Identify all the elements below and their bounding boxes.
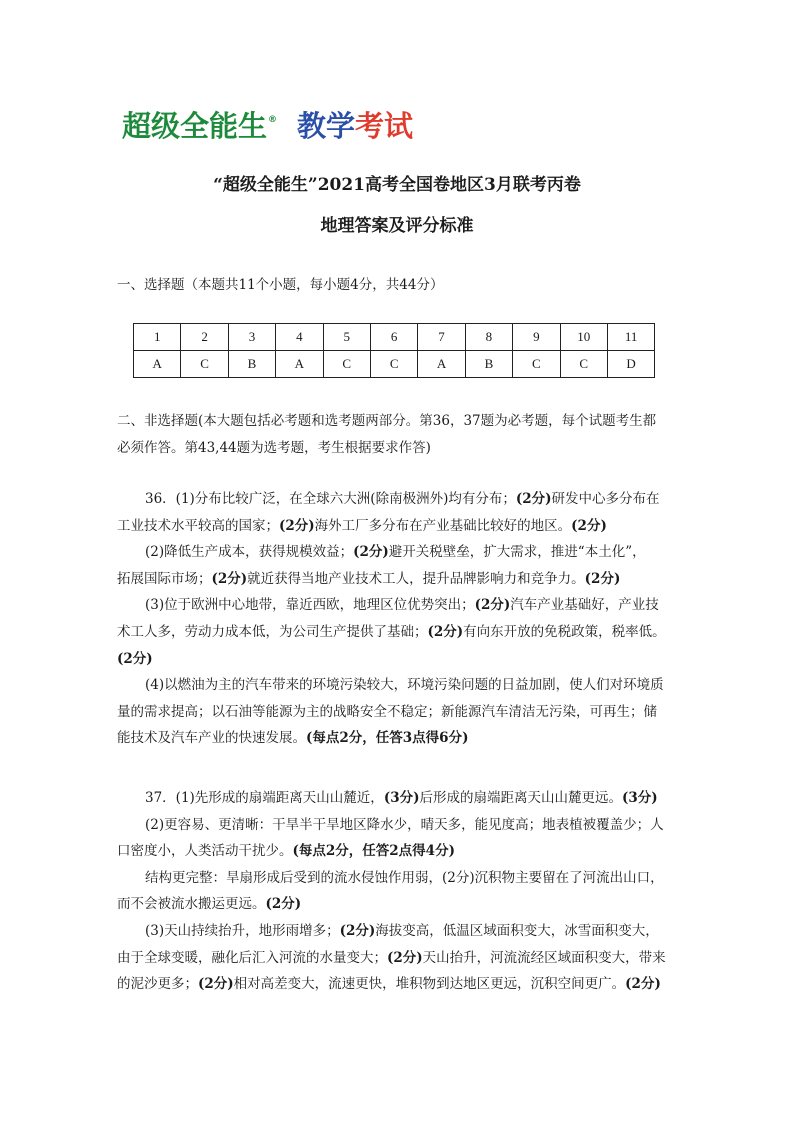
document-subtitle: 地理答案及评分标准 <box>320 216 474 236</box>
q36-line: 术工人多，劳动力成本低，为公司生产提供了基础；(2分)有向东开放的免税政策，税率低。 <box>117 623 666 640</box>
answer-cell: D <box>607 351 654 378</box>
q36-line: 能技术及汽车产业的快速发展。(每点2分，任答3点得6分) <box>117 730 469 747</box>
logo-sub-text-1: 教学 <box>297 109 356 143</box>
question-36-answer <box>117 486 697 752</box>
question-number-cell: 6 <box>370 324 417 351</box>
logo-sub-text-2: 考试 <box>355 109 414 143</box>
q37-line: (2)更容易、更清晰：干旱半干旱地区降水少，晴天多，能见度高；地表植被覆盖少；人 <box>145 816 664 833</box>
section-2-line: 必须作答。第43,44题为选考题，考生根据要求作答) <box>117 439 431 456</box>
answer-table-number-row <box>134 324 655 351</box>
q37-line: 由于全球变暖，融化后汇入河流的水量变大；(2分)天山抬升，河流流经区域面积变大，带来 <box>117 949 666 966</box>
q36-line: (2分) <box>117 650 153 667</box>
question-number-cell: 8 <box>465 324 512 351</box>
question-37-answer <box>117 785 697 998</box>
brand-logo <box>122 108 413 144</box>
q36-line: 拓展国际市场；(2分)就近获得当地产业技术工人，提升品牌影响力和竞争力。(2分) <box>117 570 621 587</box>
answer-cell: C <box>370 351 417 378</box>
question-number-cell: 2 <box>181 324 228 351</box>
answer-table-answer-row <box>134 351 655 378</box>
section-1-heading: 一、选择题（本题共11个小题，每小题4分，共44分） <box>117 277 444 293</box>
q36-line: 量的需求提高；以石油等能源为主的战略安全不稳定；新能源汽车清洁无污染，可再生；储 <box>117 703 657 720</box>
answer-cell: A <box>134 351 181 378</box>
q36-line: 工业技术水平较高的国家；(2分)海外工厂多分布在产业基础比较好的地区。(2分) <box>117 517 607 534</box>
answer-cell: C <box>323 351 370 378</box>
question-number-cell: 11 <box>607 324 654 351</box>
answer-table <box>133 323 655 378</box>
q36-line: (2)降低生产成本，获得规模效益；(2分)避开关税壁垒，扩大需求，推进“本土化”， <box>145 544 646 561</box>
registered-mark: ® <box>268 115 278 125</box>
q37-line: 的泥沙更多；(2分)相对高差变大，流速更快，堆积物到达地区更远，沉积空间更广。(2分) <box>117 976 661 993</box>
answer-cell: A <box>418 351 465 378</box>
question-number-cell: 7 <box>418 324 465 351</box>
question-number-cell: 9 <box>513 324 560 351</box>
q36-line: (3)位于欧洲中心地带，靠近西欧，地理区位优势突出；(2分)汽车产业基础好，产业技 <box>145 597 659 614</box>
q37-line: 结构更完整：旱扇形成后受到的流水侵蚀作用弱，(2分)沉积物主要留在了河流出山口， <box>145 869 664 886</box>
q37-line: 而不会被流水搬运更远。(2分) <box>117 896 302 913</box>
document-title: “超级全能生”2021高考全国卷地区3月联考丙卷 <box>213 175 581 195</box>
answer-cell: B <box>465 351 512 378</box>
question-number-cell: 5 <box>323 324 370 351</box>
q36-line: (4)以燃油为主的汽车带来的环境污染较大，环境污染问题的日益加剧，使人们对环境质 <box>145 677 664 694</box>
question-number-cell: 3 <box>228 324 275 351</box>
answer-cell: B <box>228 351 275 378</box>
question-number-cell: 1 <box>134 324 181 351</box>
answer-cell: C <box>513 351 560 378</box>
answer-cell: C <box>181 351 228 378</box>
answer-cell: A <box>276 351 323 378</box>
q37-line: 37．(1)先形成的扇端距离天山山麓近，(3分)后形成的扇端距离天山山麓更远。(3分) <box>145 790 658 806</box>
answer-cell: C <box>560 351 607 378</box>
q36-line: 36．(1)分布比较广泛，在全球六大洲(除南极洲外)均有分布；(2分)研发中心多分布在 <box>145 491 660 507</box>
q37-line: 口密度小，人类活动干扰少。(每点2分，任答2点得4分) <box>117 843 455 860</box>
logo-brand-text: 超级全能生 <box>122 109 268 143</box>
section-2-line: 二、非选择题(本大题包括必考题和选考题两部分。第36，37题为必考题，每个试题考生都 <box>117 413 657 429</box>
q37-line: (3)天山持续抬升，地形雨增多；(2分)海拔变高，低温区域面积变大，冰雪面积变大， <box>145 922 659 939</box>
section-2-heading <box>117 408 697 461</box>
question-number-cell: 10 <box>560 324 607 351</box>
question-number-cell: 4 <box>276 324 323 351</box>
